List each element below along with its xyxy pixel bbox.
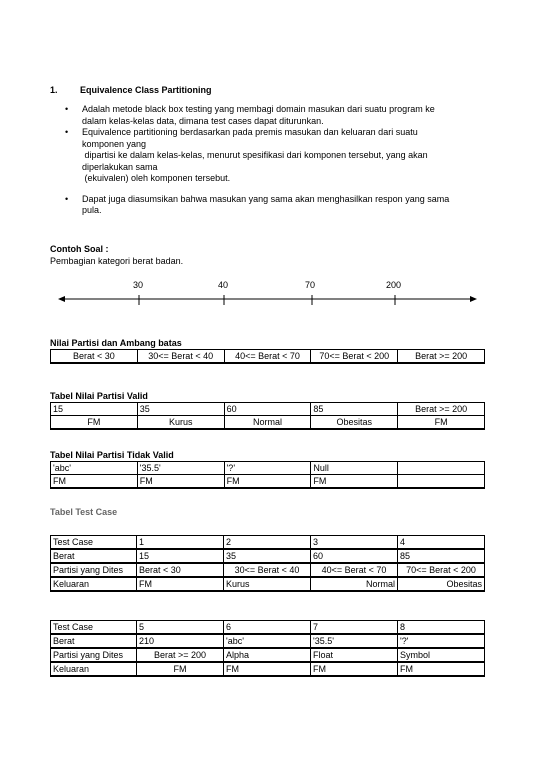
table-cell: 4 xyxy=(398,536,485,550)
number-line xyxy=(58,295,478,321)
table-cell: 'abc' xyxy=(224,634,311,648)
table-row xyxy=(51,416,485,430)
bullet-text: pula. xyxy=(82,205,102,215)
bullet-text: (ekuivalen) oleh komponen tersebut. xyxy=(82,173,231,183)
table-row xyxy=(51,403,485,416)
table-cell: 'abc' xyxy=(51,462,138,475)
table-cell: Keluaran xyxy=(51,577,137,591)
tick-label-200: 200 xyxy=(386,280,402,290)
table-cell: 35 xyxy=(137,403,224,416)
bullet-text: • Equivalence partitioning berdasarkan pada premis masukan dan keluaran dari suatu xyxy=(82,127,418,137)
table-cell: 6 xyxy=(224,621,311,635)
table-row xyxy=(51,475,485,489)
tick-label-30: 30 xyxy=(133,280,144,290)
table-cell: '35.5' xyxy=(311,634,398,648)
table-cell: 3 xyxy=(311,536,398,550)
table-cell: Berat >= 200 xyxy=(137,648,224,662)
table-row xyxy=(51,648,485,662)
table-cell: Alpha xyxy=(224,648,311,662)
bullet-item xyxy=(50,194,495,217)
table-row xyxy=(51,462,485,475)
contoh-title: Contoh Soal : xyxy=(50,244,109,254)
bullet-text: diperlakukan sama xyxy=(82,161,158,172)
valid-title: Tabel Nilai Partisi Valid xyxy=(50,391,148,401)
table-cell: 2 xyxy=(224,536,311,550)
bullet-text: dipartisi ke dalam kelas-kelas, menurut spesifikasi dari komponen tersebut, yang akan xyxy=(82,150,428,160)
table-cell: 1 xyxy=(137,536,224,550)
table-cell: Test Case xyxy=(51,621,137,635)
table-cell: 60 xyxy=(224,403,311,416)
table-cell: Berat >= 200 xyxy=(398,403,485,416)
table-cell: Partisi yang Dites xyxy=(51,563,137,577)
table-cell xyxy=(398,462,485,475)
table-cell: FM xyxy=(311,475,398,489)
table-row xyxy=(51,536,485,550)
table-cell: FM xyxy=(137,475,224,489)
bullet-text: • Adalah metode black box testing yang membagi domain masukan dari suatu program ke xyxy=(82,104,435,114)
table-row xyxy=(51,662,485,676)
invalid-table xyxy=(50,461,485,489)
arrow-right-icon xyxy=(470,296,477,302)
table-cell: FM xyxy=(224,662,311,676)
table-cell: '?' xyxy=(224,462,311,475)
table-cell: Symbol xyxy=(398,648,485,662)
bullet-text: komponen yang xyxy=(82,138,147,149)
table-row xyxy=(51,577,485,591)
table-cell: Obesitas xyxy=(311,416,398,430)
table-cell: FM xyxy=(137,662,224,676)
table-cell: Berat xyxy=(51,549,137,563)
testcase-title: Tabel Test Case xyxy=(50,507,118,517)
table-cell: 40<= Berat < 70 xyxy=(224,350,311,364)
table-cell: Test Case xyxy=(51,536,137,550)
bullet-text: dalam kelas-kelas data, dimana test cases dapat diturunkan. xyxy=(82,115,324,126)
table-cell: Partisi yang Dites xyxy=(51,648,137,662)
table-cell: 7 xyxy=(311,621,398,635)
table-cell: Null xyxy=(311,462,398,475)
table-cell: 70<= Berat < 200 xyxy=(311,350,398,364)
table-cell: '35.5' xyxy=(137,462,224,475)
table-cell: Kurus xyxy=(137,416,224,430)
partisi-table xyxy=(50,349,485,364)
section-number: 1. xyxy=(50,85,58,95)
bullet-item xyxy=(50,104,495,127)
table-cell: FM xyxy=(51,475,138,489)
partisi-title: Nilai Partisi dan Ambang batas xyxy=(50,338,182,348)
table-cell: FM xyxy=(311,662,398,676)
table-cell: 5 xyxy=(137,621,224,635)
table-cell: FM xyxy=(398,416,485,430)
testcase-table-1 xyxy=(50,535,485,592)
table-cell: FM xyxy=(137,577,224,591)
table-cell: '?' xyxy=(398,634,485,648)
section-title: Equivalence Class Partitioning xyxy=(80,85,212,95)
table-cell: 70<= Berat < 200 xyxy=(398,563,485,577)
table-cell: 210 xyxy=(137,634,224,648)
table-cell: 40<= Berat < 70 xyxy=(311,563,398,577)
table-cell: 15 xyxy=(137,549,224,563)
table-cell: 30<= Berat < 40 xyxy=(224,563,311,577)
table-row xyxy=(51,549,485,563)
table-cell: Float xyxy=(311,648,398,662)
table-cell: 15 xyxy=(51,403,138,416)
table-row xyxy=(51,634,485,648)
table-cell: Berat >= 200 xyxy=(398,350,485,364)
table-cell: Normal xyxy=(224,416,311,430)
bullet-text: • Dapat juga diasumsikan bahwa masukan yang sama akan menghasilkan respon yang sama xyxy=(82,193,450,204)
table-cell: Obesitas xyxy=(398,577,485,591)
contoh-subtitle: Pembagian kategori berat badan. xyxy=(50,256,184,266)
table-cell: FM xyxy=(224,475,311,489)
table-row xyxy=(51,563,485,577)
tick-label-40: 40 xyxy=(218,280,229,290)
table-cell: FM xyxy=(51,416,138,430)
table-cell: Berat < 30 xyxy=(137,563,224,577)
table-cell: Berat xyxy=(51,634,137,648)
table-cell: 85 xyxy=(311,403,398,416)
table-cell: Kurus xyxy=(224,577,311,591)
table-cell: FM xyxy=(398,662,485,676)
table-row xyxy=(51,621,485,635)
table-cell xyxy=(398,475,485,489)
table-cell: 30<= Berat < 40 xyxy=(137,350,224,364)
bullet-list xyxy=(50,104,495,217)
valid-table xyxy=(50,402,485,430)
table-cell: 8 xyxy=(398,621,485,635)
table-cell: Normal xyxy=(311,577,398,591)
table-cell: 85 xyxy=(398,549,485,563)
tick-label-70: 70 xyxy=(305,280,316,290)
table-cell: Berat < 30 xyxy=(51,350,138,364)
table-cell: Keluaran xyxy=(51,662,137,676)
table-cell: 35 xyxy=(224,549,311,563)
bullet-item xyxy=(50,127,495,185)
testcase-table-2 xyxy=(50,620,485,677)
invalid-title: Tabel Nilai Partisi Tidak Valid xyxy=(50,450,174,460)
arrow-left-icon xyxy=(58,296,65,302)
table-row xyxy=(51,350,485,364)
table-cell: 60 xyxy=(311,549,398,563)
section-heading xyxy=(50,85,212,95)
